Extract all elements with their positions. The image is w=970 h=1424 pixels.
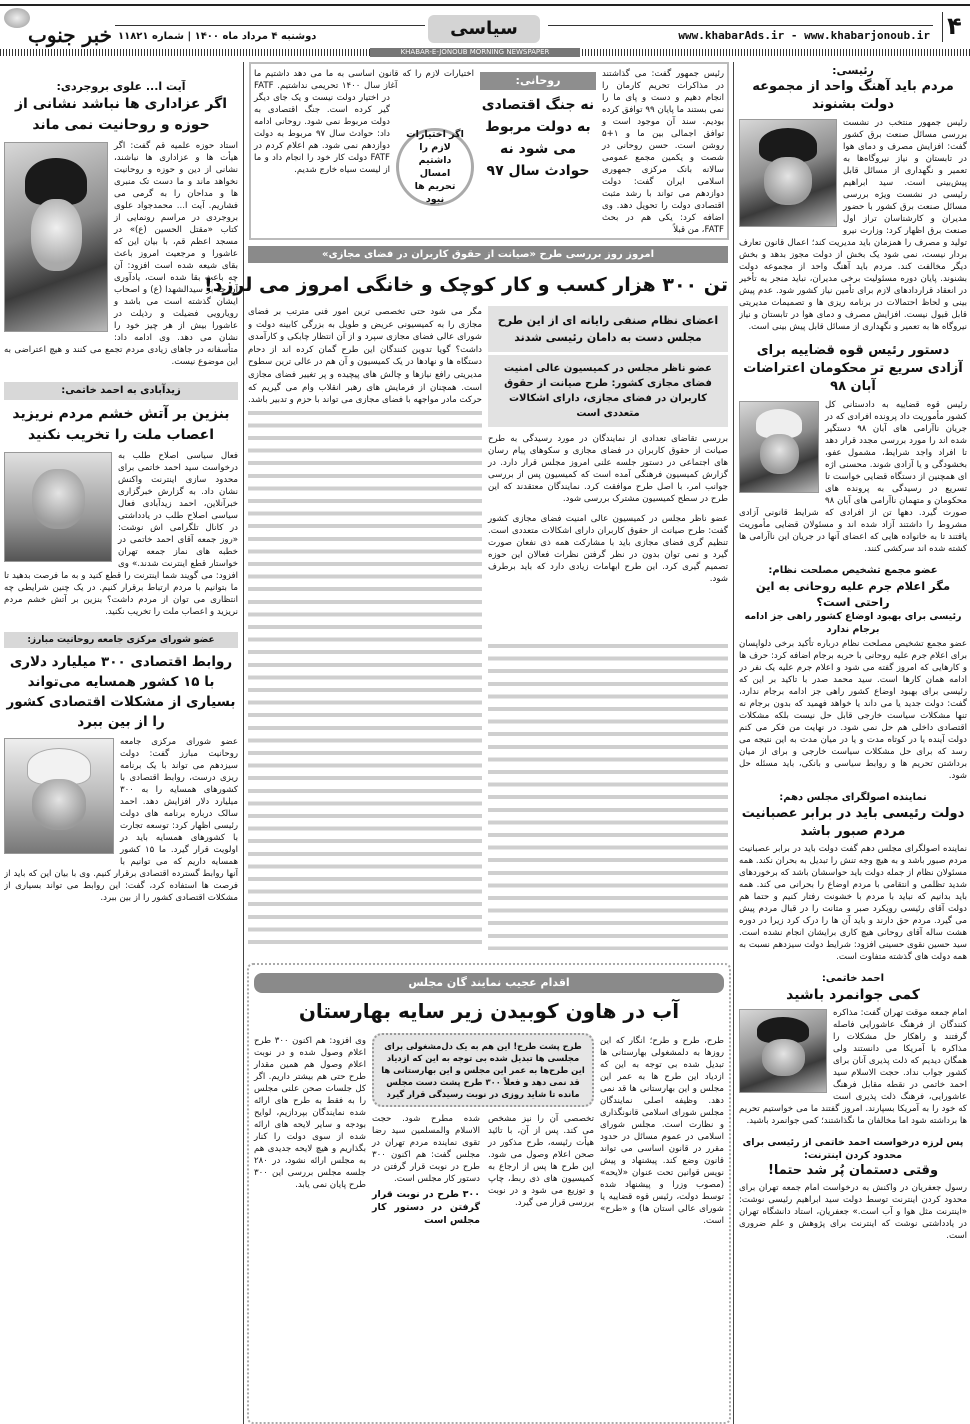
photo-khatami [739, 1009, 827, 1093]
column-4: وی افزود: هم اکنون ۳۰۰ طرح اعلام وصول شده و در نوبت اعلام وصول هم همین مقدار طرح حتی هم بیشتر داریم. اگر کل جلسات صحن علنی مجلس را به فقط به طرح های ارائه شده نمایندگان بپردازیم، لوایح بودجه و سایر لایحه های ارائه شده از سوی دولت را کنار بگذاریم و هیچ لایحه جدیدی هم به مجلس ارائه نشود، در ۲۸۰ جلسه مجلس بررسی این ۳۰۰ طرح پایان نمی یابد. [254, 1036, 366, 1190]
article-body: رئیس جمهور منتخب در نشست بررسی مسائل صنعت برق کشور گفت: افزایش مصرف و دمای هوا در تابستان و نیاز نیروگاه‌ها به تعمیر و نگهداری از مسائل قابل پیش‌بینی است. سید ابراهیم رئیسی در نشست ویژه بررسی مسائل صنعت برق کشور با حضور مدیران و کارشناسان تراز اول صنعت برق اظهار کرد: وزارت نیرو تولید و مصرف را همزمان باید مدیریت کند؛ اعمال قانون تعارف بردار نیست، نمی شود یک بخش از دولت مجوز بدهد و بخش دیگر مخالفت کند. مردم باید آهنگ واحد از مجموعه دولت بشنوند. پایان دوره مسئولیت برخی مدیران، نباید منجر به تأخیر در انعقاد قراردادهای لازم برای تأمین نیاز کشور شود. عدم پیش بینی و لحاظ احتمالات در برنامه ریزی ها و تصمیمات مدیریتی قابل قبول نیست. افزایش مصرف و دمای هوا در تابستان و نیاز نیروگاه ها به تعمیر و نگهداری از مسائل قابل پیش بینی است. [739, 118, 967, 332]
headline: اگر عزاداری ها نباشد نشانی از حوزه و روحانیت نمی ماند [14, 96, 228, 133]
headline: مردم باید آهنگ واحد از مجموعه دولت بشنوند [752, 79, 954, 112]
article-body: عضو شورای مرکزی جامعه روحانیت مبارز گفت: دولت سیزدهم می تواند با یک برنامه ریزی درست، روابط اقتصادی با کشورهای همسایه را به ۳۰۰ میلیارد دلار افزایش دهد. احمد سالک درباره برنامه های دولت رئیسی اظهار کرد: توسعه تجارت با کشورهای همسایه باید در اولویت قرار گیرد. ما ۱۵ کشور همسایه داریم که می توانیم با آنها روابط گسترده اقتصادی برقرار کنیم. وی با بیان این که باید از فرصت ها استفاده کرد، گفت: این روابط می تواند بسیاری از مشکلات اقتصادی کشور را از بین ببرد. [4, 737, 238, 903]
kicker: رئیسی: [832, 64, 874, 77]
article-body-left: اختیارات لازم را که قانون اساسی به ما می دهد داشتیم ما آغاز سال ۱۴۰۰ تحریمی نداشتیم. FATF در اختیار دولت نیست و یک جای دیگر گیر کرده است. جنگ اقتصادی به دولت مربوط نمی شود. روحانی ادامه داد: حوادث سال ۹۷ مربوط به دولت دوازدهم نمی شود. هم اعلام کردم در FATF دولت کار خود را انجام داد و ما از لیست سیاه خارج شدیم. [254, 69, 474, 175]
article-alavi-boroujerdi [4, 80, 238, 368]
issue-date: دوشنبه ۴ مرداد ماه ۱۴۰۰ | شماره ۱۱۸۲۱ [118, 31, 317, 42]
article-body: نماینده اصولگرای مجلس دهم گفت دولت باید در برابر عصبانیت مردم صبور باشد و به هیچ وجه تنش را تبدیل به بحران نکند. همه مسئولان نظام از جمله دولت باید حواسشان باشد که برخوردهای شدید تظلمی و انتقامی با مردم اوضاع را بحرانی می کند. همه باید بدانیم که نباید با مردم با خشونت رفتار کنیم و حتما هم دولت آقای رئیسی رویکرد صبر و متانت را در قبال مردم پیش می گیرد. مردم حق دارند و باید آن ها را درک کرد زیرا در دوره هشت ساله آقای روحانی هیچ کاری برایشان انجام نشده است. سید حسین نقوی حسینی افزود: شرایط دولت سیزدهم نسبت به همه دولت های گذشته متفاوت است. [739, 844, 967, 962]
middle-columns [372, 1113, 594, 1227]
subhead: ۳۰۰ طرح در نوبت قرار گرفتن در دستور کار مجلس است [372, 1189, 480, 1226]
article-judiciary [739, 342, 967, 555]
subhead: رئیسی برای بهبود اوضاع کشور راهی جز ادامه برجام ندارد [744, 611, 962, 635]
article-body: عضو مجمع تشخیص مصلحت نظام درباره تأکید برخی دلواپسان برای اعلام جرم علیه روحانی با حربه برجام اضافه کرد: حرف ها و کارهایی که امروز گفته می شود و اعلام جرم علیه یک نفر در ادامه همان کارها است. سید محمد صدر با تاکید بر این که رئیسی برای بهبود اوضاع کشور راهی جز ادامه برجام ندارد، گفت: دولت جدید یا می داند یا خواهد فهمید که بدون برجام نه تنها مشکلات سیاست خارجی قابل حل نیست بلکه مشکلات اقتصادی داخلی هم حل نمی شود. در نهایت من فکر می کنم دولت آینده یا در کوتاه مدت و یا در میان مدت به این نتیجه می رسد که برای حل مشکلات سیاست خارجی و برای از میان برداشتن تحریم ها و روابط سیاسی و بانکی، باید مسئله حل شود. [739, 639, 967, 781]
article-naghavi [739, 791, 967, 963]
photo-salek [4, 738, 114, 854]
headline: وقتی دستمان پُر شد حتما! [767, 1163, 939, 1178]
article-body-left-wrap [254, 68, 474, 210]
left-column [4, 80, 238, 913]
photo-zeidabadi [4, 452, 112, 562]
kicker-bar: اقدام عجیب نمایند گان مجلس [254, 973, 724, 993]
article-body-col-left: مگر می شود حتی تخصصی ترین امور فنی مترتب بر فضای مجازی را به کمیسیونی عریض و طویل به بزرگی کابینه دولت و شورای عالی فضای مجازی سپرد و از آن انتظار چابکی و کارآمدی داشت؟ گویا تدوین کنندگان این طرح گمان کرده اند از دحام دستگاه ها و نهادها در یک کمیسیون و آن هم در عالی ترین سطوح مدیریتی رافع نیازها و چالش های پیچیده و پر تغییر فضای مجازی است. همچنان از فرمایش های رهبر انقلاب وام می گیریم که حرکت مادر مواجهه با فضای مجازی می تواند با حزم و تدبیر باشد. [248, 306, 482, 950]
column-3-text: شده مطرح شود. حجت الاسلام والمسلمین سید رضا تقوی نماینده مردم تهران در مجلس گفت: هم اکنون ۳۰۰ طرح در نوبت قرار گرفتن در دستور کار مجلس است. [372, 1114, 480, 1184]
callout-box: طرح پشت طرح! این هم به یک دل‌مشغولی برای مجلسی ها تبدیل شده بی توجه به این که ازدیاد این طرح‌ها به عمر این مجلس و این بهارستانی ها قد نمی دهد و فعلاً ۳۰۰ طرح پشت دست مجلس مانده تا شاید روزی در نوبت رسیدگی قرار گیرد [372, 1033, 594, 1107]
headline-block [480, 72, 596, 182]
kicker: عضو مجمع تشخیص مصلحت نظام: [768, 565, 938, 576]
website-url: www.khabarAds.ir - www.khabarjonoub.ir [678, 29, 930, 42]
headline: دولت رئیسی باید در برابر عصبانیت مردم صبور باشد [741, 806, 965, 839]
column-1: طرح، طرح و طرح؛ انگار که این روزها به دلمشغولی بهارستانی ها تبدیل شده بی توجه به این که ازدیاد این طرح ها به عمر این مجلس و این بهارستانی ها قد نمی دهد. وظیفه اصلی نمایندگان مجلس شورای اسلامی قانونگذاری و نظارت است. مجلس شورای اسلامی در عموم مسائل در حدود مقرر در قانون اساسی می تواند قانون وضع کند. پیشنهاد و پیش نویس قوانین تحت عنوان «لایحه» (مصوب وزرا و پیشنهاد شده توسط دولت، رئیس قوه قضاییه یا شورای عالی استان ها) و «طرح» است. [600, 1036, 724, 1226]
middle-block [372, 1033, 594, 1227]
article-body-col-right-2: عضو ناظر مجلس در کمیسیون عالی امنیت فضای مجازی کشور گفت: طرح صیانت از حقوق کاربران دارای اشکالات متعددی است. تنظیم گری فضای مجازی باید با مشارکت همه ذی نفعان صورت گیرد و نمی توان بدون در نظر گرفتن نظرات فعالان این حوزه تصمیم گیری کرد. این طرح ابهامات زیادی دارد که باید برطرف شود. [488, 514, 728, 584]
headline: کمی جوانمرد باشید [786, 987, 920, 1003]
article-khatami [739, 972, 967, 1127]
article-body-right: رئیس جمهور گفت: می گذاشتند در مذاکرات تحریم کارمان را انجام دهیم و دست و پای ما را نمی بستند ما پایان ۹۹ توافق کرده بودیم. سند آن موجود است و توافق اجمالی بین ما و ۱+۵ روشن است. حسن روحانی در شصت و یکمین مجمع عمومی سالانه بانک مرکزی جمهوری اسلامی ایران گفت: دولت دوازدهم می تواند با رشد مثبت اقتصادی دولت را تحویل دهد. وی اضافه کرد: یکی هم در بحث FATF، من قبلاً [602, 69, 724, 235]
newspaper-logo [4, 8, 112, 50]
kicker-bar: زیدآبادی به احمد خاتمی: [4, 382, 238, 400]
article-jafarian [739, 1136, 967, 1242]
kicker: احمد خاتمی: [821, 973, 885, 984]
top-rule [0, 4, 970, 6]
article-raisi [739, 64, 967, 333]
header-rule [548, 25, 933, 26]
article-body-filler [488, 640, 728, 950]
article-salek [4, 632, 238, 904]
subhead-box: عضو ناظر مجلس در کمیسیون عالی امنیت فضای مجازی کشور: طرح صیانت از حقوق کاربران در فضای مجازی، دارای اشکالات متعددی است [488, 355, 728, 427]
subhead-box: اعضای نظام صنفی رایانه ای از این طرح مجلس دست به دامان رئیسی شدند [488, 306, 728, 352]
article-body: استاد حوزه علمیه قم گفت: اگر هیأت ها و عزاداری ها نباشند، نشانی از دین و حوزه و روحانیت نخواهد ماند و ما دست تک منبری ها و مداحان را به گرمی می فشاریم. آیت ا... محمدجواد علوی بروجردی در مراسم رونمایی از کتاب «مقتل الحسین (ع)» در مسجد اعظم قم، با بیان این که عاشورا و مرجعیت امروز باعث بقای شیعه شده است افزود: آن چه باعث بقا شده است، یادآوری آن چه بر سیدالشهدا (ع) و اصحاب ایشان گذشته است می باشد و رویارویی فضیلت و رذیلت در عاشورا بیش از هر چیز خود را نشان می دهد. وی ادامه داد: متأسفانه در جاهای زیادی مردم تجمع می کنند و هیچ اعتراضی به این موضوع نیست. [4, 141, 238, 367]
headline: دستور رئیس قوه قضاییه برای آزادی سریع تر محکومان اعتراضات آبان ۹۸ [743, 343, 963, 394]
column-divider [733, 62, 734, 1424]
kicker-bar: روحانی: [480, 72, 596, 90]
page-number: ۴ [942, 12, 966, 42]
column-3 [372, 1113, 480, 1227]
section-tab: سیاسی [428, 15, 540, 43]
article-body-col-right: بررسی تقاضای تعدادی از نمایندگان در مورد رسیدگی به طرح صیانت از حقوق کاربران در فضای مجازی و سکوهای پیام رسان های اجتماعی در دستور جلسه علنی امروز مجلس قرار دارد. در گزارش کمیسیون فرهنگی آمده است که کمیسیون پس از بررسی جوانب امر، با اصل طرح موافقت کرد. نمایندگان معتقدند که این طرح در سطح کمیسیون مشترک بررسی شود. [488, 434, 728, 504]
headline: مگر اعلام جرم علیه روحانی به این راحتی است؟ [755, 579, 951, 609]
headline: آب در هاون کوبیدن زیر سایه بهارستان [298, 999, 680, 1023]
article-body: رئیس قوه قضاییه به دادستانی کل کشور مأموریت داد پرونده افرادی که در جریان ناآرامی های آبان ۹۸ دستگیر شده اند را مورد بررسی مجدد قرار دهد تا افراد واجد شرایط، مشمول عفو، بخشودگی و یا آزادی شوند. محسنی اژه ای همچنین از دستگاه قضایی خواست تا تسریع در رسیدگی به پرونده های محکومان و متهمان ناآرامی های آبان ۹۸ صورت گیرد. دهها تن از افرادی که شرایط قانونی آزادی مشروط را داشتند آزاد شده اند و مسئولان قضایی مأموریت یافتند تا به خانواده هایی که اعضای آنها در جریان این ناآرامی ها کشته شده اند سرکشی کنند. [739, 400, 967, 554]
kicker: آیت ا... علوی بروجردی: [56, 80, 186, 93]
strip-label: KHABAR-E-JONOUB MORNING NEWSPAPER [370, 48, 580, 57]
pull-quote: اگر اختیارات لازم را داشتیم امسال تحریم ها نبود [396, 128, 474, 206]
headline: بنزین بر آتش خشم مردم نریزید اعصاب ملت را تخریب نکنید [12, 406, 230, 443]
photo-alavi-boroujerdi [4, 142, 108, 332]
column-divider [243, 62, 244, 1424]
kicker-bar: امروز روز بررسی طرح «صیانت از حقوق کاربران در فضای مجازی» [248, 246, 728, 263]
article-body: فعال سیاسی اصلاح طلب به درخواست سید احمد خاتمی برای محدود سازی اینترنت واکنش نشان داد. به گزارش خبرگزاری خبرآنلاین، احمد زیدآبادی فعال سیاسی اصلاح طلب در یادداشتی در کانال تلگرامی اش نوشت: «روز جمعه آقای احمد خاتمی در خطبه های نماز جمعه تهران خواستار قطع اینترنت شدند.» وی افزود: می گویند شما اینترنت را قطع کنید و به ما فرصت بدهید تا ما بتوانیم با مردم ارتباط برقرار کنیم. در یک چنین شرایطی چه انتظاری می توان از مردم داشت؟ بنزین بر آتش خشم مردم نریزید و اعصاب ملت را تخریب نکنید. [4, 451, 238, 617]
column-2: تخصصی آن را نیز مشخص می کند. پس از آن، با تائید هیأت رئیسه، طرح مذکور در صحن اعلام وصول می شود. این طرح ها پس از ارجاع به کمیسیون های ذی ربط، چاپ و توزیع می شود و در نوبت بررسی قرار می گیرد. [488, 1114, 594, 1208]
headline: روابط اقتصادی ۳۰۰ میلیارد دلاری با ۱۵ کشور همسایه می‌تواند بسیاری از مشکلات اقتصادی کشور را از بین ببرد [6, 654, 236, 730]
kicker: نماینده اصولگرای مجلس دهم: [779, 792, 927, 803]
kicker-bar: عضو شورای مرکزی جامعه روحانیت مبارز: [4, 632, 238, 648]
right-column [739, 64, 967, 1251]
header-rule [115, 25, 425, 26]
article-body: امام جمعه موقت تهران گفت: مذاکره کنندگان از فرهنگ عاشورایی فاصله گرفتند و راهکار حل مشکلات را مذاکره با آمریکا می دانستند ولی همگان دیدیم که ذلت پذیری آنان برای کشور جواب نداد. حجت الاسلام سید احمد خاتمی در نقطه مقابل فرهنگ عاشورایی، فرهنگ ذلت پذیری است که خود را به آمریکا بسپارند. امروز گفتند ما می خواستیم تحریم ها برداشته شود اما مخالفان ما نگذاشتند؛ کمی جوانمرد باشید. [739, 1008, 967, 1126]
headline: نه جنگ اقتصادی به دولت مربوط می شود نه حوادث سال ۹۷ [481, 97, 595, 179]
article-body: رسول جعفریان در واکنش به درخواست امام جمعه تهران برای محدود کردن اینترنت توسط دولت سید ابراهیم رئیسی نوشت: «اینترنت مثل هوا و آب است.» جعفریان، استاد دانشگاه تهران در یادداشتی نوشت که اینترنت برای پژوهش و علم ضروری است. [739, 1183, 967, 1241]
logo-wordmark: خبر جنوب [28, 23, 112, 47]
kicker: پس لرزه درخواست احمد خاتمی از رئیسی برای محدود کردن اینترنت: [742, 1137, 964, 1161]
headline: تن ۳۰۰ هزار کسب و کار کوچک و خانگی امروز می لرزد! [204, 274, 728, 296]
photo-raisi [739, 119, 837, 227]
article-sadr [739, 564, 967, 782]
photo-mohseni-ejei [739, 401, 819, 493]
article-zeidabadi [4, 382, 238, 618]
right-subcolumn [488, 306, 728, 585]
